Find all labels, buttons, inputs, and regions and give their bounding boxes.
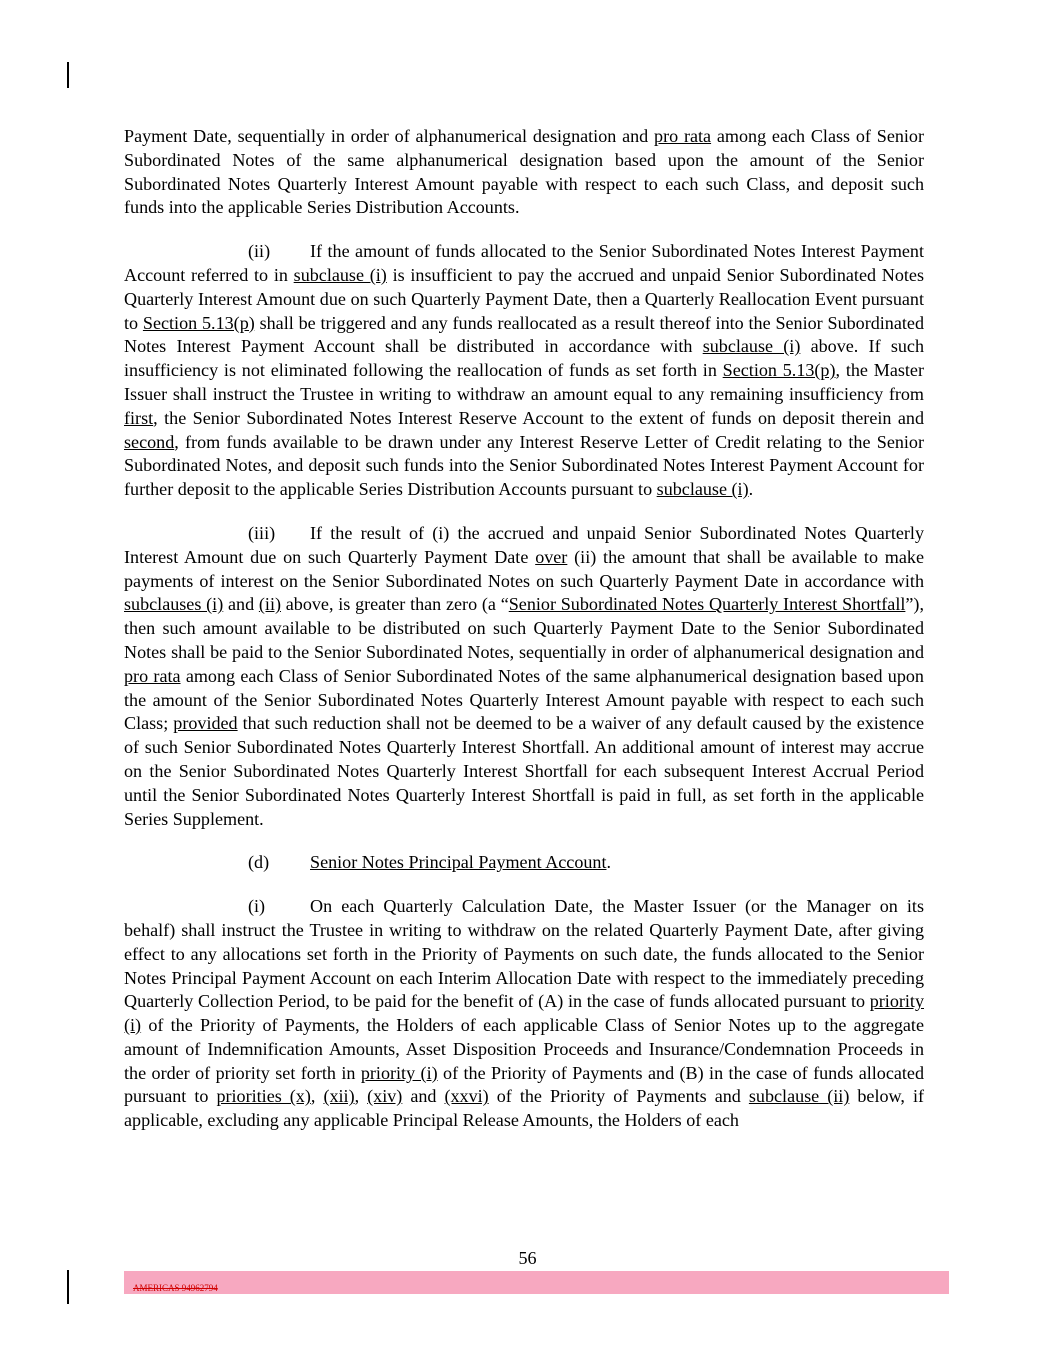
clause-label: (iii) <box>248 522 276 543</box>
page-number: 56 <box>518 1248 537 1268</box>
page-body <box>124 125 924 1153</box>
revision-bar-top <box>67 62 69 88</box>
paragraph-d-i: (i) On each Quarterly Calculation Date, the Master Issuer (or the Manager on its behalf) shall instruct the Trustee in writing to withdraw on the related Quarterly Payment Date, after giving effect to any allocations set forth in the Priority of Payments on such date, the funds allocated to the Senior Notes Principal Payment Account on each Interim Allocation Date with respect to the immediately preceding Quarterly Collection Period, to be paid for the benefit of (A) in the case of funds allocated pursuant to priority (i) of the Priority of Payments, the Holders of each applicable Class of Senior Notes up to the aggregate amount of Indemnification Amounts, Asset Disposition Proceeds and Insurance/Condemnation Proceeds in the order of priority set forth in priority (i) of the Priority of Payments and (B) in the case of funds allocated pursuant to priorities (x), (xii), (xiv) and (xxvi) of the Priority of Payments and subclause (ii) below, if applicable, excluding any applicable Principal Release Amounts, the Holders of each <box>124 896 925 1131</box>
paragraph-iii: (iii) If the result of (i) the accrued and unpaid Senior Subordinated Notes Quarterly Interest Amount due on such Quarterly Payment Date over (ii) the amount that shall be available to make payments of interest on the Senior Subordinated Notes on such Quarterly Payment Date in accordance with subclauses (i) and (ii) above, is greater than zero (a “Senior Subordinated Notes Quarterly Interest Shortfall”), then such amount available to be distributed on such Quarterly Payment Date to the Senior Subordinated Notes shall be paid to the Senior Subordinated Notes, sequentially in order of alphanumerical designation and pro rata among each Class of Senior Subordinated Notes of the same alphanumerical designation based upon the amount of the Senior Subordinated Notes Quarterly Interest Amount payable with respect to each such Class; provided that such reduction shall not be deemed to be a waiver of any default caused by the existence of such Senior Subordinated Notes Quarterly Interest Shortfall. An additional amount of interest may accrue on the Senior Subordinated Notes Quarterly Interest Shortfall for each subsequent Interest Accrual Period until the Senior Subordinated Notes Quarterly Interest Shortfall is paid in full, as set forth in the applicable Series Supplement. <box>124 522 925 829</box>
section-heading-d: (d) Senior Notes Principal Payment Account. <box>124 851 924 875</box>
footer-bar <box>124 1271 949 1294</box>
paragraph-continuation: Payment Date, sequentially in order of alphanumerical designation and pro rata among each Class of Senior Subordinated Notes of the same alphanumerical designation based upon the amount of the Senior Subordinated Notes Quarterly Interest Amount payable with respect to each such Class, and deposit such funds into the applicable Series Distribution Accounts. <box>124 126 924 218</box>
paragraph-ii: (ii) If the amount of funds allocated to the Senior Subordinated Notes Interest Payment Account referred to in subclause (i) is insufficient to pay the accrued and unpaid Senior Subordinated Notes Quarterly Interest Amount due on such Quarterly Payment Date, then a Quarterly Reallocation Event pursuant to Section 5.13(p) shall be triggered and any funds reallocated as a result thereof into the Senior Subordinated Notes Interest Payment Account shall be distributed in accordance with subclause (i) above. If such insufficiency is not eliminated following the reallocation of funds as set forth in Section 5.13(p), the Master Issuer shall instruct the Trustee in writing to withdraw an amount equal to any remaining insufficiency from first, the Senior Subordinated Notes Interest Reserve Account to the extent of funds on deposit therein and second, from funds available to be drawn under any Interest Reserve Letter of Credit relating to the Senior Subordinated Notes, and deposit such funds into the Senior Subordinated Notes Interest Payment Account for further deposit to the applicable Series Distribution Accounts pursuant to subclause (i). <box>124 241 924 500</box>
clause-label: (ii) <box>248 241 271 262</box>
clause-label: (i) <box>248 896 266 917</box>
clause-label: (d) <box>248 852 270 873</box>
document-id: AMERICAS 94962794 <box>133 1283 218 1293</box>
revision-bar-bottom <box>67 1270 69 1304</box>
